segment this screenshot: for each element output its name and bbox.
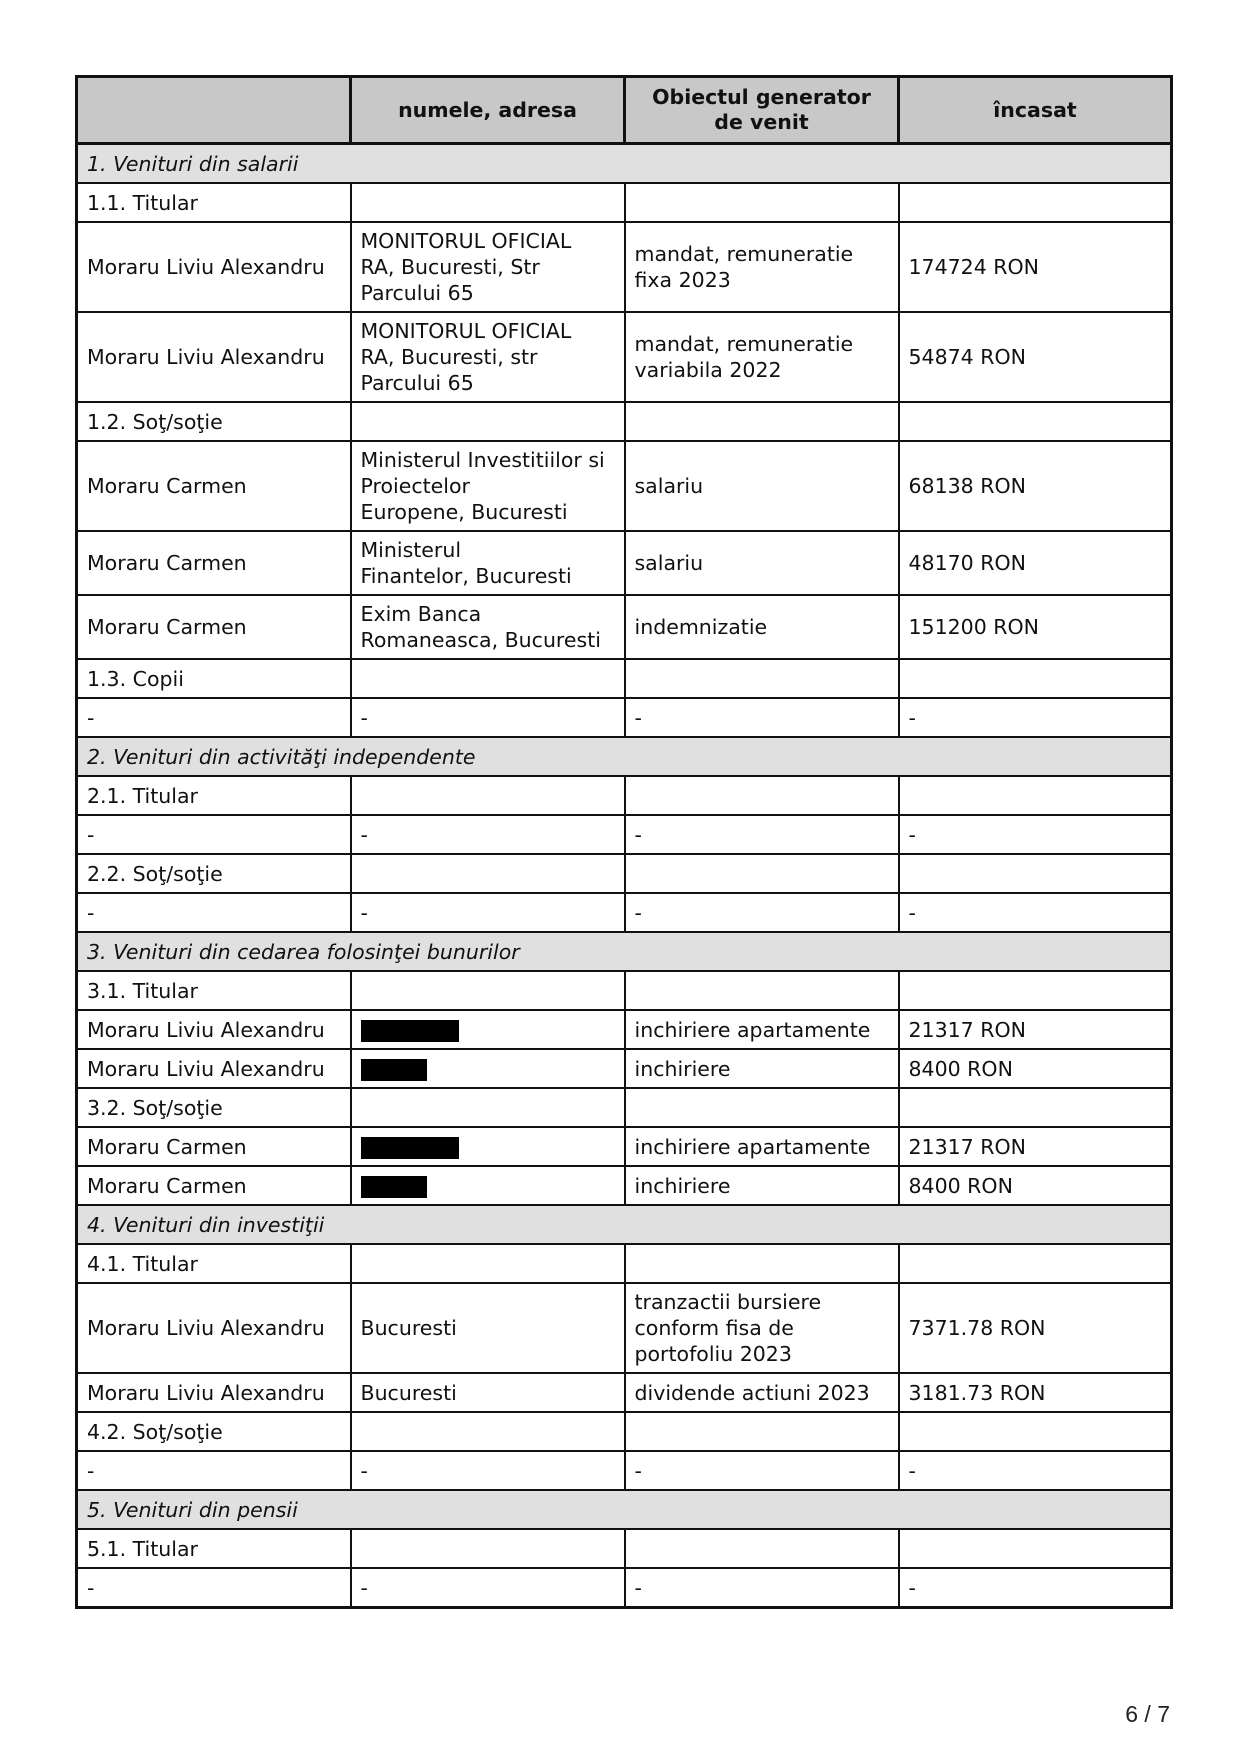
row-label-cell: 2.1. Titular [77, 776, 351, 815]
table-row [77, 1244, 1172, 1283]
income-source-cell: - [625, 815, 899, 854]
income-source-cell: - [625, 893, 899, 932]
row-label-cell: Moraru Liviu Alexandru [77, 222, 351, 312]
table-row [77, 1166, 1172, 1205]
amount-cell: 3181.73 RON [899, 1373, 1172, 1412]
section-title: 1. Venituri din salarii [77, 144, 1172, 184]
income-source-cell: mandat, remuneratie variabila 2022 [625, 312, 899, 402]
redaction-block [361, 1137, 459, 1159]
header-name-address: numele, adresa [351, 77, 625, 144]
row-label-cell: Moraru Liviu Alexandru [77, 1010, 351, 1049]
income-source-cell: tranzactii bursiere conform fisa de portofoliu 2023 [625, 1283, 899, 1373]
amount-cell [899, 1529, 1172, 1568]
section-header-row [77, 932, 1172, 971]
row-label-cell: Moraru Liviu Alexandru [77, 1373, 351, 1412]
amount-cell: 174724 RON [899, 222, 1172, 312]
amount-cell: 68138 RON [899, 441, 1172, 531]
name-address-cell [351, 1244, 625, 1283]
amount-cell: 151200 RON [899, 595, 1172, 659]
income-source-cell [625, 659, 899, 698]
row-label-cell: 3.1. Titular [77, 971, 351, 1010]
name-address-cell: MONITORUL OFICIAL RA, Bucuresti, Str Parcului 65 [351, 222, 625, 312]
income-source-cell [625, 776, 899, 815]
name-address-cell [351, 1049, 625, 1088]
name-address-cell: - [351, 893, 625, 932]
table-row [77, 531, 1172, 595]
row-label-cell: Moraru Liviu Alexandru [77, 1283, 351, 1373]
name-address-cell [351, 659, 625, 698]
name-address-cell [351, 1412, 625, 1451]
section-header-row [77, 144, 1172, 184]
amount-cell [899, 402, 1172, 441]
amount-cell [899, 854, 1172, 893]
name-address-cell [351, 854, 625, 893]
amount-cell: 21317 RON [899, 1127, 1172, 1166]
income-source-cell [625, 402, 899, 441]
income-source-cell: mandat, remuneratie fixa 2023 [625, 222, 899, 312]
income-source-cell: inchiriere apartamente [625, 1127, 899, 1166]
table-row [77, 312, 1172, 402]
income-source-cell [625, 183, 899, 222]
amount-cell: - [899, 893, 1172, 932]
header-empty-cell [77, 77, 351, 144]
table-body [77, 144, 1172, 1608]
name-address-cell: MONITORUL OFICIAL RA, Bucuresti, str Parcului 65 [351, 312, 625, 402]
row-label-cell: 1.3. Copii [77, 659, 351, 698]
table-row [77, 1088, 1172, 1127]
header-income-source: Obiectul generator de venit [625, 77, 899, 144]
table-row [77, 971, 1172, 1010]
table-row [77, 776, 1172, 815]
row-label-cell: - [77, 1451, 351, 1490]
row-label-cell: Moraru Carmen [77, 531, 351, 595]
name-address-cell: - [351, 815, 625, 854]
name-address-cell: - [351, 698, 625, 737]
table-row [77, 222, 1172, 312]
section-header-row [77, 737, 1172, 776]
amount-cell: 8400 RON [899, 1049, 1172, 1088]
amount-cell [899, 971, 1172, 1010]
table-row [77, 698, 1172, 737]
name-address-cell [351, 1088, 625, 1127]
name-address-cell: - [351, 1451, 625, 1490]
row-label-cell: - [77, 1568, 351, 1608]
income-source-cell: inchiriere apartamente [625, 1010, 899, 1049]
table-row [77, 854, 1172, 893]
income-source-cell [625, 1412, 899, 1451]
amount-cell: - [899, 1568, 1172, 1608]
income-source-cell: - [625, 1451, 899, 1490]
table-row [77, 1127, 1172, 1166]
table-row [77, 1010, 1172, 1049]
row-label-cell: Moraru Liviu Alexandru [77, 1049, 351, 1088]
table-row [77, 1568, 1172, 1608]
section-title: 4. Venituri din investiţii [77, 1205, 1172, 1244]
income-source-cell: inchiriere [625, 1166, 899, 1205]
name-address-cell: - [351, 1568, 625, 1608]
name-address-cell [351, 971, 625, 1010]
name-address-cell [351, 1166, 625, 1205]
name-address-cell [351, 1010, 625, 1049]
name-address-cell [351, 776, 625, 815]
income-source-cell: dividende actiuni 2023 [625, 1373, 899, 1412]
table-row [77, 595, 1172, 659]
table-row [77, 893, 1172, 932]
income-source-cell: inchiriere [625, 1049, 899, 1088]
redaction-block [361, 1020, 459, 1042]
amount-cell: 48170 RON [899, 531, 1172, 595]
table-row [77, 1373, 1172, 1412]
name-address-cell [351, 1529, 625, 1568]
page-number: 6 / 7 [1125, 1701, 1170, 1727]
table-row [77, 1412, 1172, 1451]
row-label-cell: Moraru Carmen [77, 1127, 351, 1166]
table-row [77, 815, 1172, 854]
section-header-row [77, 1205, 1172, 1244]
income-source-cell [625, 854, 899, 893]
income-source-cell [625, 1529, 899, 1568]
income-source-cell: - [625, 1568, 899, 1608]
table-row [77, 1283, 1172, 1373]
income-source-cell: salariu [625, 441, 899, 531]
income-source-cell: indemnizatie [625, 595, 899, 659]
name-address-cell: Ministerul Investitiilor si Proiectelor Europene, Bucuresti [351, 441, 625, 531]
row-label-cell: - [77, 893, 351, 932]
row-label-cell: 5.1. Titular [77, 1529, 351, 1568]
amount-cell: 7371.78 RON [899, 1283, 1172, 1373]
row-label-cell: 1.1. Titular [77, 183, 351, 222]
income-table [75, 75, 1173, 1609]
table-header-row [77, 77, 1172, 144]
row-label-cell: - [77, 815, 351, 854]
amount-cell: - [899, 1451, 1172, 1490]
row-label-cell: Moraru Liviu Alexandru [77, 312, 351, 402]
amount-cell: 54874 RON [899, 312, 1172, 402]
section-title: 3. Venituri din cedarea folosinţei bunurilor [77, 932, 1172, 971]
amount-cell [899, 659, 1172, 698]
amount-cell [899, 1088, 1172, 1127]
amount-cell: 8400 RON [899, 1166, 1172, 1205]
name-address-cell [351, 183, 625, 222]
income-source-cell [625, 971, 899, 1010]
income-source-cell: salariu [625, 531, 899, 595]
amount-cell [899, 1244, 1172, 1283]
row-label-cell: 4.1. Titular [77, 1244, 351, 1283]
table-row [77, 402, 1172, 441]
income-source-cell [625, 1244, 899, 1283]
name-address-cell: Exim Banca Romaneasca, Bucuresti [351, 595, 625, 659]
table-row [77, 183, 1172, 222]
row-label-cell: - [77, 698, 351, 737]
name-address-cell: Ministerul Finantelor, Bucuresti [351, 531, 625, 595]
name-address-cell: Bucuresti [351, 1283, 625, 1373]
income-source-cell: - [625, 698, 899, 737]
amount-cell [899, 1412, 1172, 1451]
section-header-row [77, 1490, 1172, 1529]
amount-cell: - [899, 698, 1172, 737]
name-address-cell: Bucuresti [351, 1373, 625, 1412]
row-label-cell: Moraru Carmen [77, 1166, 351, 1205]
row-label-cell: 3.2. Soţ/soţie [77, 1088, 351, 1127]
row-label-cell: 2.2. Soţ/soţie [77, 854, 351, 893]
table-row [77, 1049, 1172, 1088]
section-title: 2. Venituri din activităţi independente [77, 737, 1172, 776]
redaction-block [361, 1176, 427, 1198]
amount-cell: 21317 RON [899, 1010, 1172, 1049]
table-row [77, 659, 1172, 698]
amount-cell: - [899, 815, 1172, 854]
row-label-cell: 1.2. Soţ/soţie [77, 402, 351, 441]
income-source-cell [625, 1088, 899, 1127]
row-label-cell: Moraru Carmen [77, 595, 351, 659]
name-address-cell [351, 402, 625, 441]
income-declaration-page [75, 75, 1170, 1609]
table-row [77, 441, 1172, 531]
amount-cell [899, 776, 1172, 815]
redaction-block [361, 1059, 427, 1081]
name-address-cell [351, 1127, 625, 1166]
section-title: 5. Venituri din pensii [77, 1490, 1172, 1529]
table-row [77, 1529, 1172, 1568]
row-label-cell: 4.2. Soţ/soţie [77, 1412, 351, 1451]
table-row [77, 1451, 1172, 1490]
amount-cell [899, 183, 1172, 222]
row-label-cell: Moraru Carmen [77, 441, 351, 531]
header-collected: încasat [899, 77, 1172, 144]
